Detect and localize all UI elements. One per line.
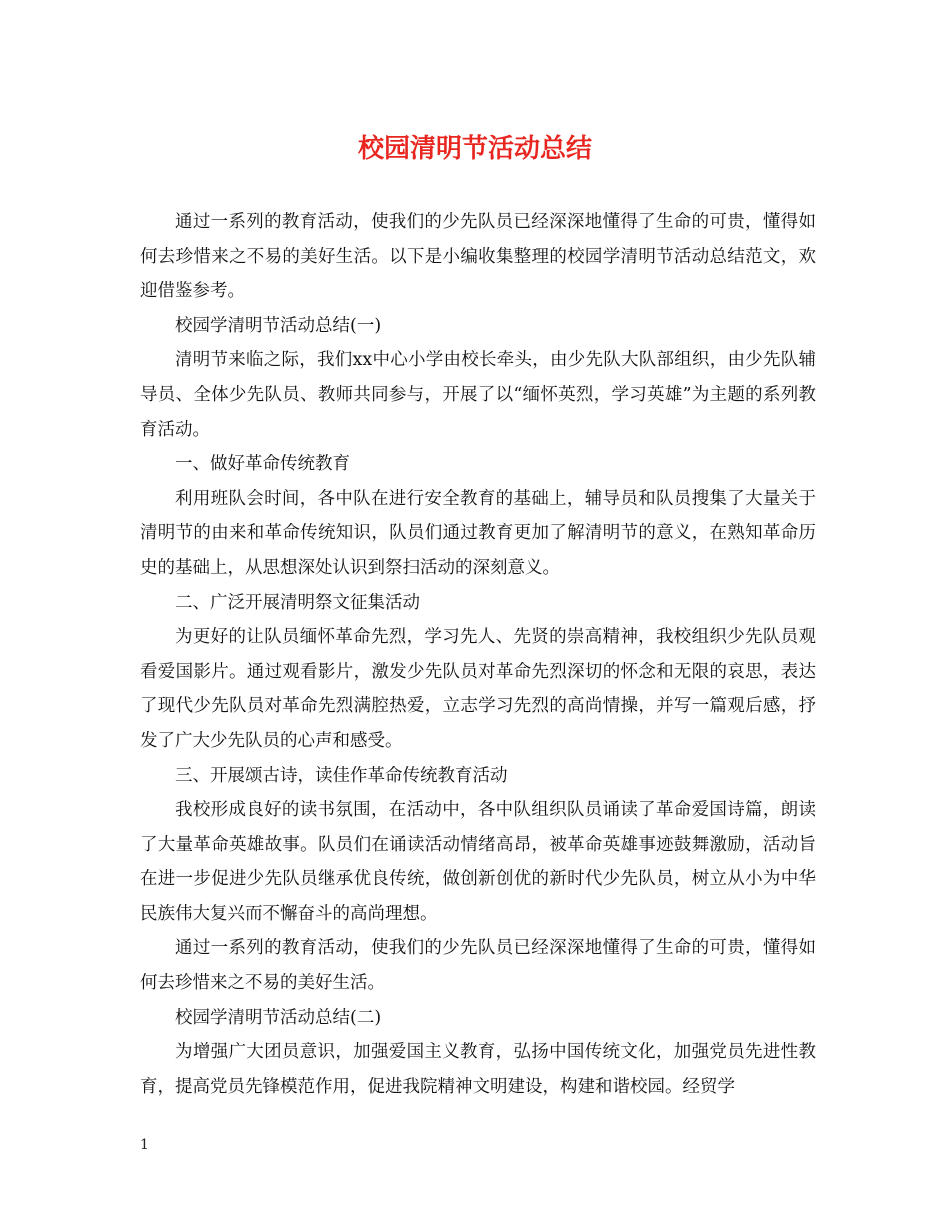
paragraph: 通过一系列的教育活动，使我们的少先队员已经深深地懂得了生命的可贵，懂得如何去珍惜来之不易的美好生活。 [140,938,816,994]
paragraph: 清明节来临之际，我们xx中心小学由校长牵头，由少先队大队部组织，由少先队辅导员、全体少先队员、教师共同参与，开展了以“缅怀英烈，学习英雄”为主题的系列教育活动。 [140,350,816,440]
section-heading-summary-2: 校园学清明节活动总结(二) [175,1007,382,1028]
paragraph: 利用班队会时间，各中队在进行安全教育的基础上，辅导员和队员搜集了大量关于清明节的由来和革命传统知识，队员们通过教育更加了解清明节的意义，在熟知革命历史的基础上，从思想深处认识到祭扫活动的深刻意义。 [140,488,816,578]
paragraph: 为更好的让队员缅怀革命先烈，学习先人、先贤的崇高精神，我校组织少先队员观看爱国影片。通过观看影片，激发少先队员对革命先烈深切的怀念和无限的哀思，表达了现代少先队员对革命先烈满腔热爱，立志学习先烈的高尚情操，并写一篇观后感，抒发了广大少先队员的心声和感受。 [140,627,816,751]
paragraph: 为增强广大团员意识，加强爱国主义教育，弘扬中国传统文化，加强党员先进性教育，提高党员先锋模范作用，促进我院精神文明建设，构建和谐校园。经贸学 [140,1042,816,1097]
section-heading-1: 一、做好革命传统教育 [175,454,350,475]
section-heading-summary-1: 校园学清明节活动总结(一) [175,315,382,336]
paragraph: 我校形成良好的读书氛围，在活动中，各中队组织队员诵读了革命爱国诗篇，朗读了大量革命英雄故事。队员们在诵读活动情绪高昂，被革命英雄事迹鼓舞激励，活动旨在进一步促进少先队员继承优良传统，做创新创优的新时代少先队员，树立从小为中华民族伟大复兴而不懈奋斗的高尚理想。 [140,800,816,924]
section-heading-3: 三、开展颂古诗，读佳作革命传统教育活动 [175,765,508,786]
document-title: 校园清明节活动总结 [357,134,592,164]
section-heading-2: 二、广泛开展清明祭文征集活动 [175,592,420,613]
page-number: 1 [140,1137,149,1153]
paragraph-intro: 通过一系列的教育活动，使我们的少先队员已经深深地懂得了生命的可贵，懂得如何去珍惜来之不易的美好生活。以下是小编收集整理的校园学清明节活动总结范文，欢迎借鉴参考。 [140,212,816,302]
document-body [140,205,816,1104]
